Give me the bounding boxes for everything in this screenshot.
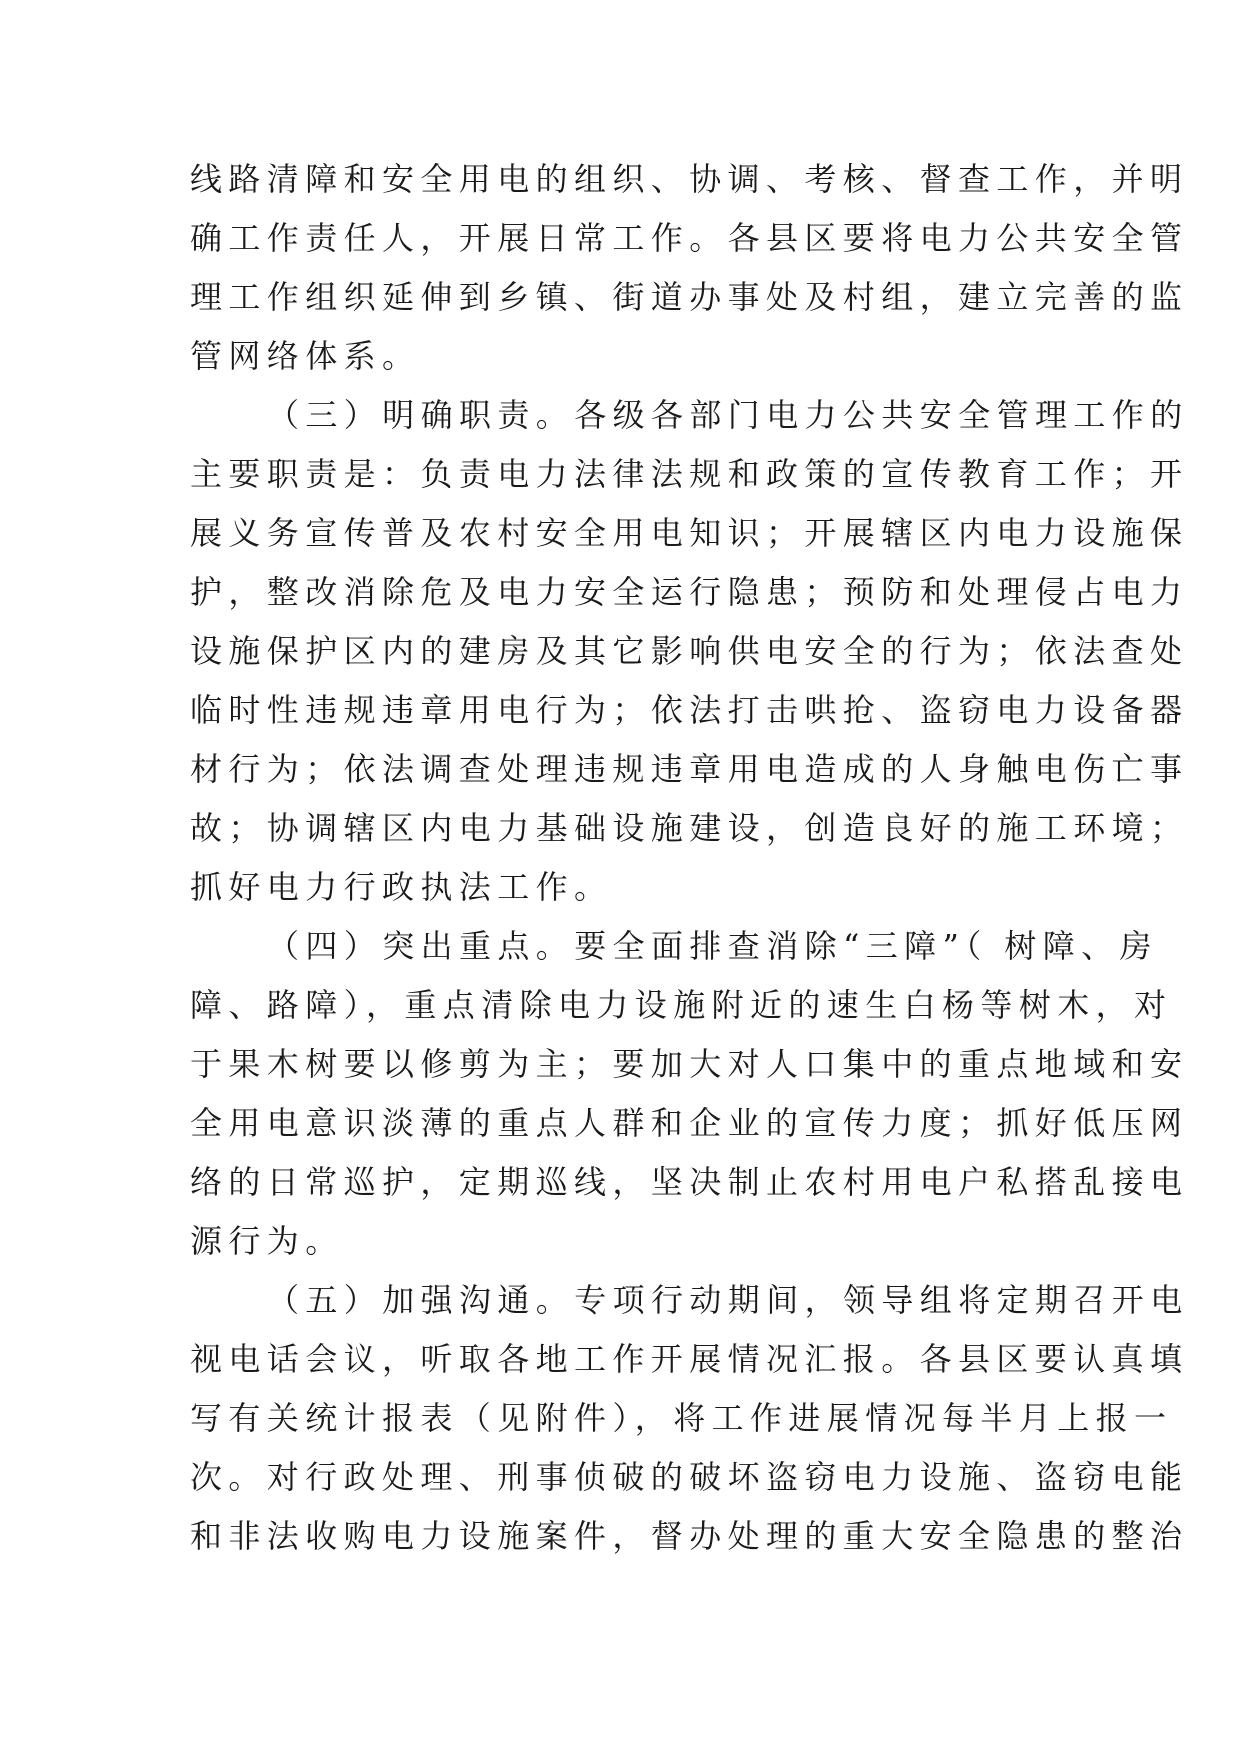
text-line: （四）突出重点。要全面排查消除“三障”（ 树障、房 <box>267 927 1158 965</box>
text-line: 写有关统计报表（见附件），将工作进展情况每半月上报一 <box>190 1399 1173 1437</box>
text-line: 于果木树要以修剪为主；要加大对人口集中的重点地域和安 <box>190 1045 1189 1083</box>
text-line: 护，整改消除危及电力安全运行隐患；预防和处理侵占电力 <box>190 573 1189 611</box>
text-line: （三）明确职责。各级各部门电力公共安全管理工作的 <box>267 396 1189 434</box>
text-line: 主要职责是：负责电力法律法规和政策的宣传教育工作；开 <box>190 455 1189 493</box>
text-line: 材行为；依法调查处理违规违章用电造成的人身触电伤亡事 <box>190 750 1189 788</box>
text-line: 抓好电力行政执法工作。 <box>190 868 613 906</box>
text-line: （五）加强沟通。专项行动期间，领导组将定期召开电 <box>267 1281 1189 1319</box>
text-line: 确工作责任人，开展日常工作。各县区要将电力公共安全管 <box>190 219 1189 257</box>
text-line: 源行为。 <box>190 1222 344 1260</box>
paragraph-3-highlight-priorities <box>190 917 1189 1271</box>
text-line: 络的日常巡护，定期巡线，坚决制止农村用电户私搭乱接电 <box>190 1163 1189 1201</box>
text-line: 线路清障和安全用电的组织、协调、考核、督查工作，并明 <box>190 160 1189 198</box>
text-line: 设施保护区内的建房及其它影响供电安全的行为；依法查处 <box>190 632 1189 670</box>
text-line: 和非法收购电力设施案件，督办处理的重大安全隐患的整治 <box>190 1517 1189 1555</box>
text-line: 障、路障），重点清除电力设施附近的速生白杨等树木，对 <box>190 986 1173 1024</box>
text-line: 管网络体系。 <box>190 337 421 375</box>
paragraph-1 <box>190 150 1189 386</box>
text-line: 次。对行政处理、刑事侦破的破坏盗窃电力设施、盗窃电能 <box>190 1458 1189 1496</box>
text-line: 故；协调辖区内电力基础设施建设，创造良好的施工环境； <box>190 809 1189 847</box>
text-line: 理工作组织延伸到乡镇、街道办事处及村组，建立完善的监 <box>190 278 1189 316</box>
text-line: 临时性违规违章用电行为；依法打击哄抢、盗窃电力设备器 <box>190 691 1189 729</box>
document-body <box>190 150 1189 1566</box>
text-line: 展义务宣传普及农村安全用电知识；开展辖区内电力设施保 <box>190 514 1189 552</box>
text-line: 视电话会议，听取各地工作开展情况汇报。各县区要认真填 <box>190 1340 1189 1378</box>
paragraph-2-clarify-duties <box>190 386 1189 917</box>
text-line: 全用电意识淡薄的重点人群和企业的宣传力度；抓好低压网 <box>190 1104 1189 1142</box>
paragraph-4-strengthen-communication <box>190 1271 1189 1566</box>
